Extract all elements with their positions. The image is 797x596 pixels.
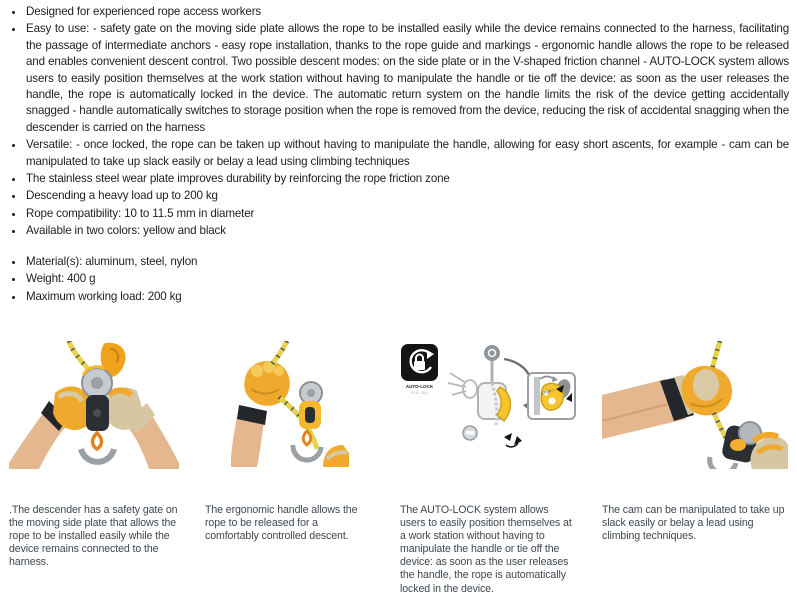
badge-label: AUTO-LOCK xyxy=(405,384,434,389)
orange-link xyxy=(303,431,311,445)
cam xyxy=(730,439,746,451)
descender-two-hands-illustration xyxy=(9,341,179,469)
ergonomic-handle-photo xyxy=(205,341,374,471)
feature-list-primary xyxy=(0,4,789,240)
figure-row xyxy=(0,341,797,596)
feature-item: • Maximum working load: 200 kg xyxy=(24,289,789,305)
safety-gate-photo xyxy=(9,341,179,471)
feature-item: • Designed for experienced rope access workers xyxy=(24,4,789,20)
figure-caption: The ergonomic handle allows the rope to be released for a comfortably controlled descent. xyxy=(205,504,358,543)
carabiner xyxy=(81,449,114,462)
cam-manipulation-photo xyxy=(602,341,788,471)
anchor-knob xyxy=(484,345,500,361)
stop-label: STOP ! xyxy=(540,387,555,396)
feature-item: • Available in two colors: yellow and black xyxy=(24,223,789,239)
figure-caption: The cam can be manipulated to take up slack easily or belay a lead using climbing techniques. xyxy=(602,504,785,543)
orange-link xyxy=(93,433,102,449)
feature-item: • Descending a heavy load up to 200 kg xyxy=(24,188,789,204)
stop-inset xyxy=(528,373,575,419)
feature-item: • The stainless steel wear plate improves durability by reinforcing the rope friction zone xyxy=(24,171,789,187)
feature-item: • Material(s): aluminum, steel, nylon xyxy=(24,254,789,270)
hand-sketch xyxy=(448,373,477,398)
figure-caption: The AUTO-LOCK system allows users to easily position themselves at a work station without having to manipulate the handle or tie off the device: as soon as the user releases the handle, the rope is automatically locked in the device. xyxy=(400,504,572,595)
auto-lock-badge xyxy=(401,344,438,395)
auto-lock-diagram xyxy=(400,341,576,471)
figure-safety-gate xyxy=(9,341,179,596)
figure-auto-lock-diagram xyxy=(400,341,576,596)
figure-cam-manipulation xyxy=(602,341,788,596)
feature-item: • Rope compatibility: 10 to 11.5 mm in diameter xyxy=(24,206,789,222)
feature-list-secondary xyxy=(0,254,789,305)
second-glove xyxy=(323,445,349,467)
feature-item: • Weight: 400 g xyxy=(24,271,789,287)
feature-item: • Easy to use: - safety gate on the moving side plate allows the rope to be installed easily while the device remains connected to the harness, facilitating the passage of intermediate anchors - easy rope installation, thanks to the rope guide and markings - ergonomic handle allows the rope to be released and enables convenient descent control. Two possible descent modes: on the side plate or in the V-shaped friction channel - AUTO-LOCK system allows users to easily position themselves at the work station without having to manipulate the handle or tie off the device: as soon as the user releases the handle, the rope is automatically locked in the device. The automatic return system on the handle limits the risk of the device getting accidentally snagged - handle automatically switches to storage position when the rope is removed from the device, reducing the risk of accidental snagging when the descender is carried on the harness xyxy=(24,21,789,136)
lock-arrows xyxy=(504,433,522,447)
feature-item: • Versatile: - once locked, the rope can be taken up without having to manipulate the handle, allowing for easy short ascents, for example - cam can be manipulated to take up slack easily or belay a lead using climbing techniques xyxy=(24,137,789,170)
handle-grip-illustration xyxy=(231,341,349,467)
figure-caption: .The descender has a safety gate on the moving side plate that allows the rope to be installed easily while the device remains connected to the harness. xyxy=(9,504,178,569)
badge-sublabel: I'D S - I'D L xyxy=(410,391,429,395)
auto-lock-technical-drawing xyxy=(400,341,576,455)
cam-grip-illustration xyxy=(602,341,788,469)
figure-ergonomic-handle xyxy=(205,341,374,596)
